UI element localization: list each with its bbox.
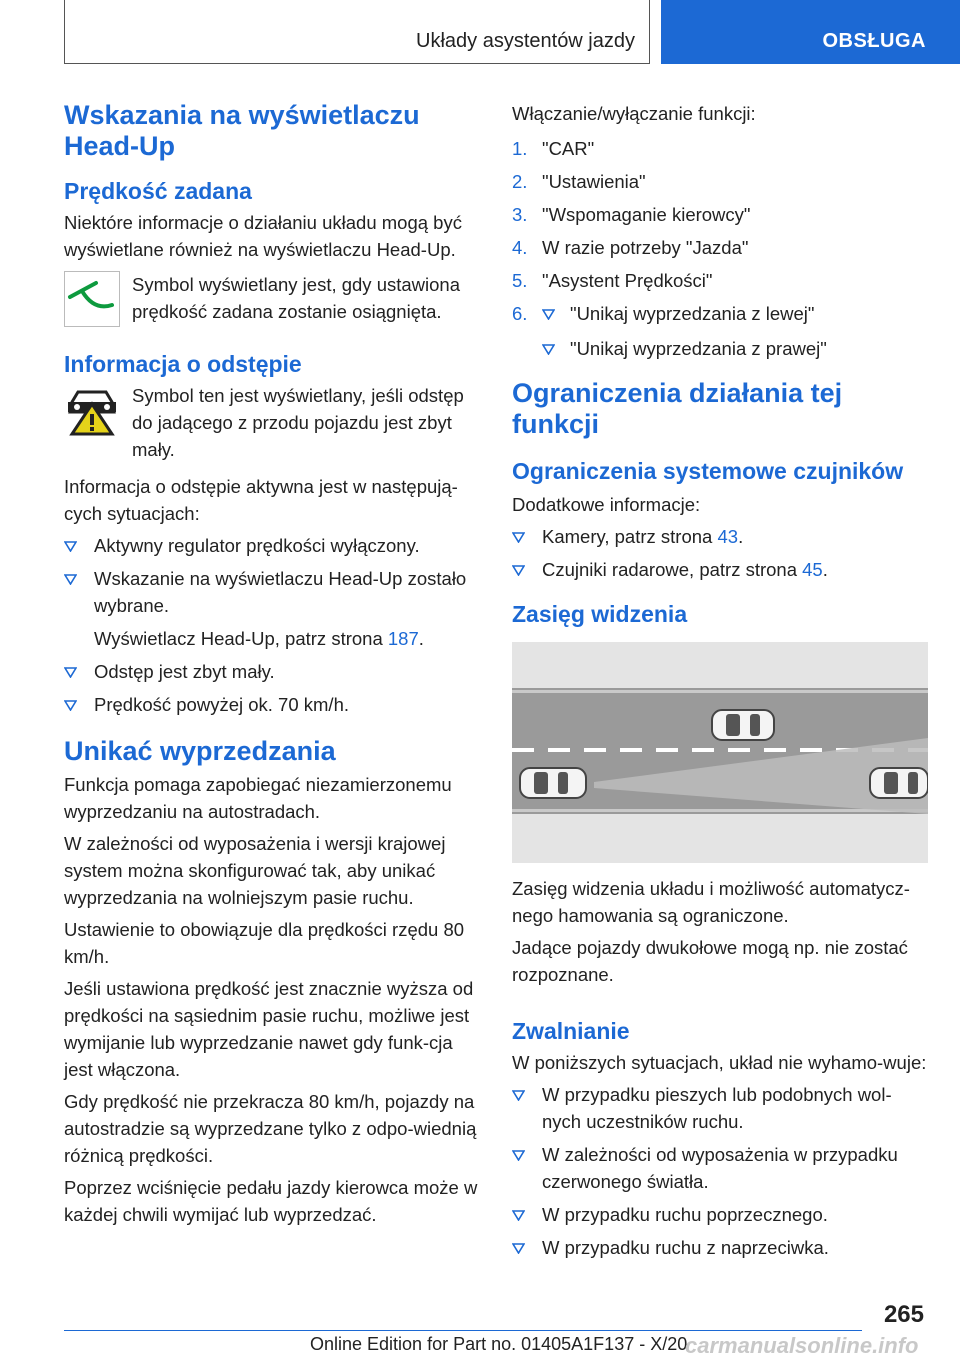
- list-item: Wskazanie na wyświetlaczu Head-Up zostało wybrane. Wyświetlacz Head-Up, patrz strona 187.: [64, 565, 478, 652]
- toggle-steps-list: [512, 135, 928, 362]
- bullet-triangle-icon: [64, 667, 77, 678]
- step-item: 6. "Unikaj wyprzedzania z lewej" "Unikaj wyprzedzania z prawej": [512, 300, 928, 362]
- bullet-triangle-icon: [542, 344, 555, 355]
- braking-exceptions-list: [512, 1081, 928, 1261]
- list-item: Aktywny regulator prędkości wyłączony.: [64, 532, 478, 559]
- heading-set-speed: Prędkość zadana: [64, 178, 252, 204]
- bullet-triangle-icon: [64, 541, 77, 552]
- page-number: 265: [883, 1301, 924, 1328]
- set-speed-symbol-row: [64, 271, 478, 327]
- list-item: W przypadku ruchu z naprzeciwka.: [512, 1234, 928, 1261]
- right-column: [512, 100, 928, 1267]
- heading-distance-info: Informacja o odstępie: [64, 351, 302, 377]
- bullet-triangle-icon: [512, 1150, 525, 1161]
- step-item: 1. "CAR": [512, 138, 595, 159]
- set-speed-reached-icon: [64, 271, 120, 327]
- step-sub-option: "Unikaj wyprzedzania z lewej": [542, 300, 928, 327]
- step-item: 4. W razie potrzeby "Jazda": [512, 237, 749, 258]
- heading-detection-range: Zasięg widzenia: [512, 601, 688, 627]
- paragraph: W zależności od wyposażenia i wersji krajowej system można skonfigurować tak, aby unikać wyprzedzania na wolniejszym pasie ruchu.: [64, 833, 446, 908]
- distance-warning-icon: [64, 382, 120, 438]
- footer-edition: Online Edition for Part no. 01405A1F137 - X/20: [310, 1334, 688, 1354]
- paragraph-set-speed: Niektóre informacje o działaniu układu mogą być wyświetlane również na wyświetlaczu Head-Up.: [64, 212, 462, 260]
- bullet-triangle-icon: [512, 1243, 525, 1254]
- paragraph-toggle-intro: Włączanie/wyłączanie funkcji:: [512, 103, 756, 124]
- chapter-tab[interactable]: [661, 0, 960, 64]
- list-item: Prędkość powyżej ok. 70 km/h.: [64, 691, 478, 718]
- section-title: Układy asystentów jazdy: [416, 30, 635, 52]
- radar-page-link[interactable]: 45: [802, 559, 823, 580]
- heading-avoid-overtaking: Unikać wyprzedzania: [64, 736, 336, 766]
- list-item: Czujniki radarowe, patrz strona 45.: [512, 556, 928, 583]
- chapter-tab-label: OBSŁUGA: [822, 30, 926, 52]
- paragraph: Zasięg widzenia układu i możliwość automatycz-nego hamowania są ograniczone.: [512, 878, 910, 926]
- distance-symbol-row: [64, 382, 478, 463]
- car-front-icon: [712, 710, 774, 740]
- list-item: W przypadku ruchu poprzecznego.: [512, 1201, 928, 1228]
- list-item: Kamery, patrz strona 43.: [512, 523, 928, 550]
- paragraph: Ustawienie to obowiązuje dla prędkości rzędu 80 km/h.: [64, 919, 465, 967]
- detection-range-illustration: [512, 642, 928, 863]
- paragraph-braking-intro: W poniższych sytuacjach, układ nie wyhamo-wuje:: [512, 1052, 927, 1073]
- bullet-triangle-icon: [512, 565, 525, 576]
- list-item: W zależności od wyposażenia w przypadku czerwonego światła.: [512, 1141, 928, 1195]
- bullet-triangle-icon: [64, 700, 77, 711]
- paragraph: Poprzez wciśnięcie pedału jazdy kierowca może w każdej chwili wymijać lub wyprzedzać.: [64, 1177, 478, 1225]
- paragraph-additional-info: Dodatkowe informacje:: [512, 494, 701, 515]
- sensor-reference-list: [512, 523, 928, 583]
- bullet-triangle-icon: [542, 309, 555, 320]
- bullet-triangle-icon: [512, 1090, 525, 1101]
- bullet-triangle-icon: [512, 532, 525, 543]
- paragraph: Jeśli ustawiona prędkość jest znacznie wyższa od prędkości na sąsiednim pasie ruchu, możliwe jest wymijanie lub wyprzedzanie nawet gdy funk-cja jest włączona.: [64, 978, 474, 1080]
- paragraph: Jadące pojazdy dwukołowe mogą np. nie zostać rozpoznane.: [512, 937, 908, 985]
- bullet-triangle-icon: [64, 574, 77, 585]
- heading-hud: Wskazania na wyświetlaczu Head-Up: [64, 100, 420, 161]
- paragraph-distance-intro: Informacja o odstępie aktywna jest w następują-cych sytuacjach:: [64, 476, 458, 524]
- overtaking-paragraphs: [64, 771, 478, 1228]
- heading-function-limits: Ograniczenia działania tej funkcji: [512, 378, 843, 439]
- set-speed-symbol-text: Symbol wyświetlany jest, gdy ustawiona prędkość zadana zostanie osiągnięta.: [132, 274, 461, 322]
- car-right-icon: [870, 768, 928, 798]
- list-item: Odstęp jest zbyt mały.: [64, 658, 478, 685]
- camera-page-link[interactable]: 43: [717, 526, 739, 547]
- heading-braking: Zwalnianie: [512, 1018, 630, 1044]
- step-item: 2. "Ustawienia": [512, 171, 646, 192]
- left-column: [64, 100, 478, 1233]
- header-section-box: [64, 0, 650, 64]
- car-ego-icon: [520, 768, 586, 798]
- step-sub-option: "Unikaj wyprzedzania z prawej": [542, 335, 928, 362]
- heading-sensor-limits: Ograniczenia systemowe czujników: [512, 458, 904, 484]
- bullet-triangle-icon: [512, 1210, 525, 1221]
- hud-page-link[interactable]: 187: [387, 628, 419, 649]
- hud-reference: Wyświetlacz Head-Up, patrz strona 187.: [94, 628, 424, 649]
- paragraph: Funkcja pomaga zapobiegać niezamierzonemu wyprzedzaniu na autostradach.: [64, 774, 452, 822]
- step-item: 5. "Asystent Prędkości": [512, 270, 713, 291]
- distance-symbol-text: Symbol ten jest wyświetlany, jeśli odstęp do jadącego z przodu pojazdu jest zbyt mały.: [132, 385, 464, 460]
- footer-divider: [64, 1330, 862, 1331]
- paragraph: Gdy prędkość nie przekracza 80 km/h, pojazdy na autostradzie są wyprzedzane tylko z odpo-wiednią różnicą prędkości.: [64, 1091, 477, 1166]
- list-item: W przypadku pieszych lub podobnych wol-nych uczestników ruchu.: [512, 1081, 928, 1135]
- distance-conditions-list: [64, 532, 478, 718]
- step-item: 3. "Wspomaganie kierowcy": [512, 204, 751, 225]
- watermark: carmanualsonline.info: [685, 1333, 919, 1358]
